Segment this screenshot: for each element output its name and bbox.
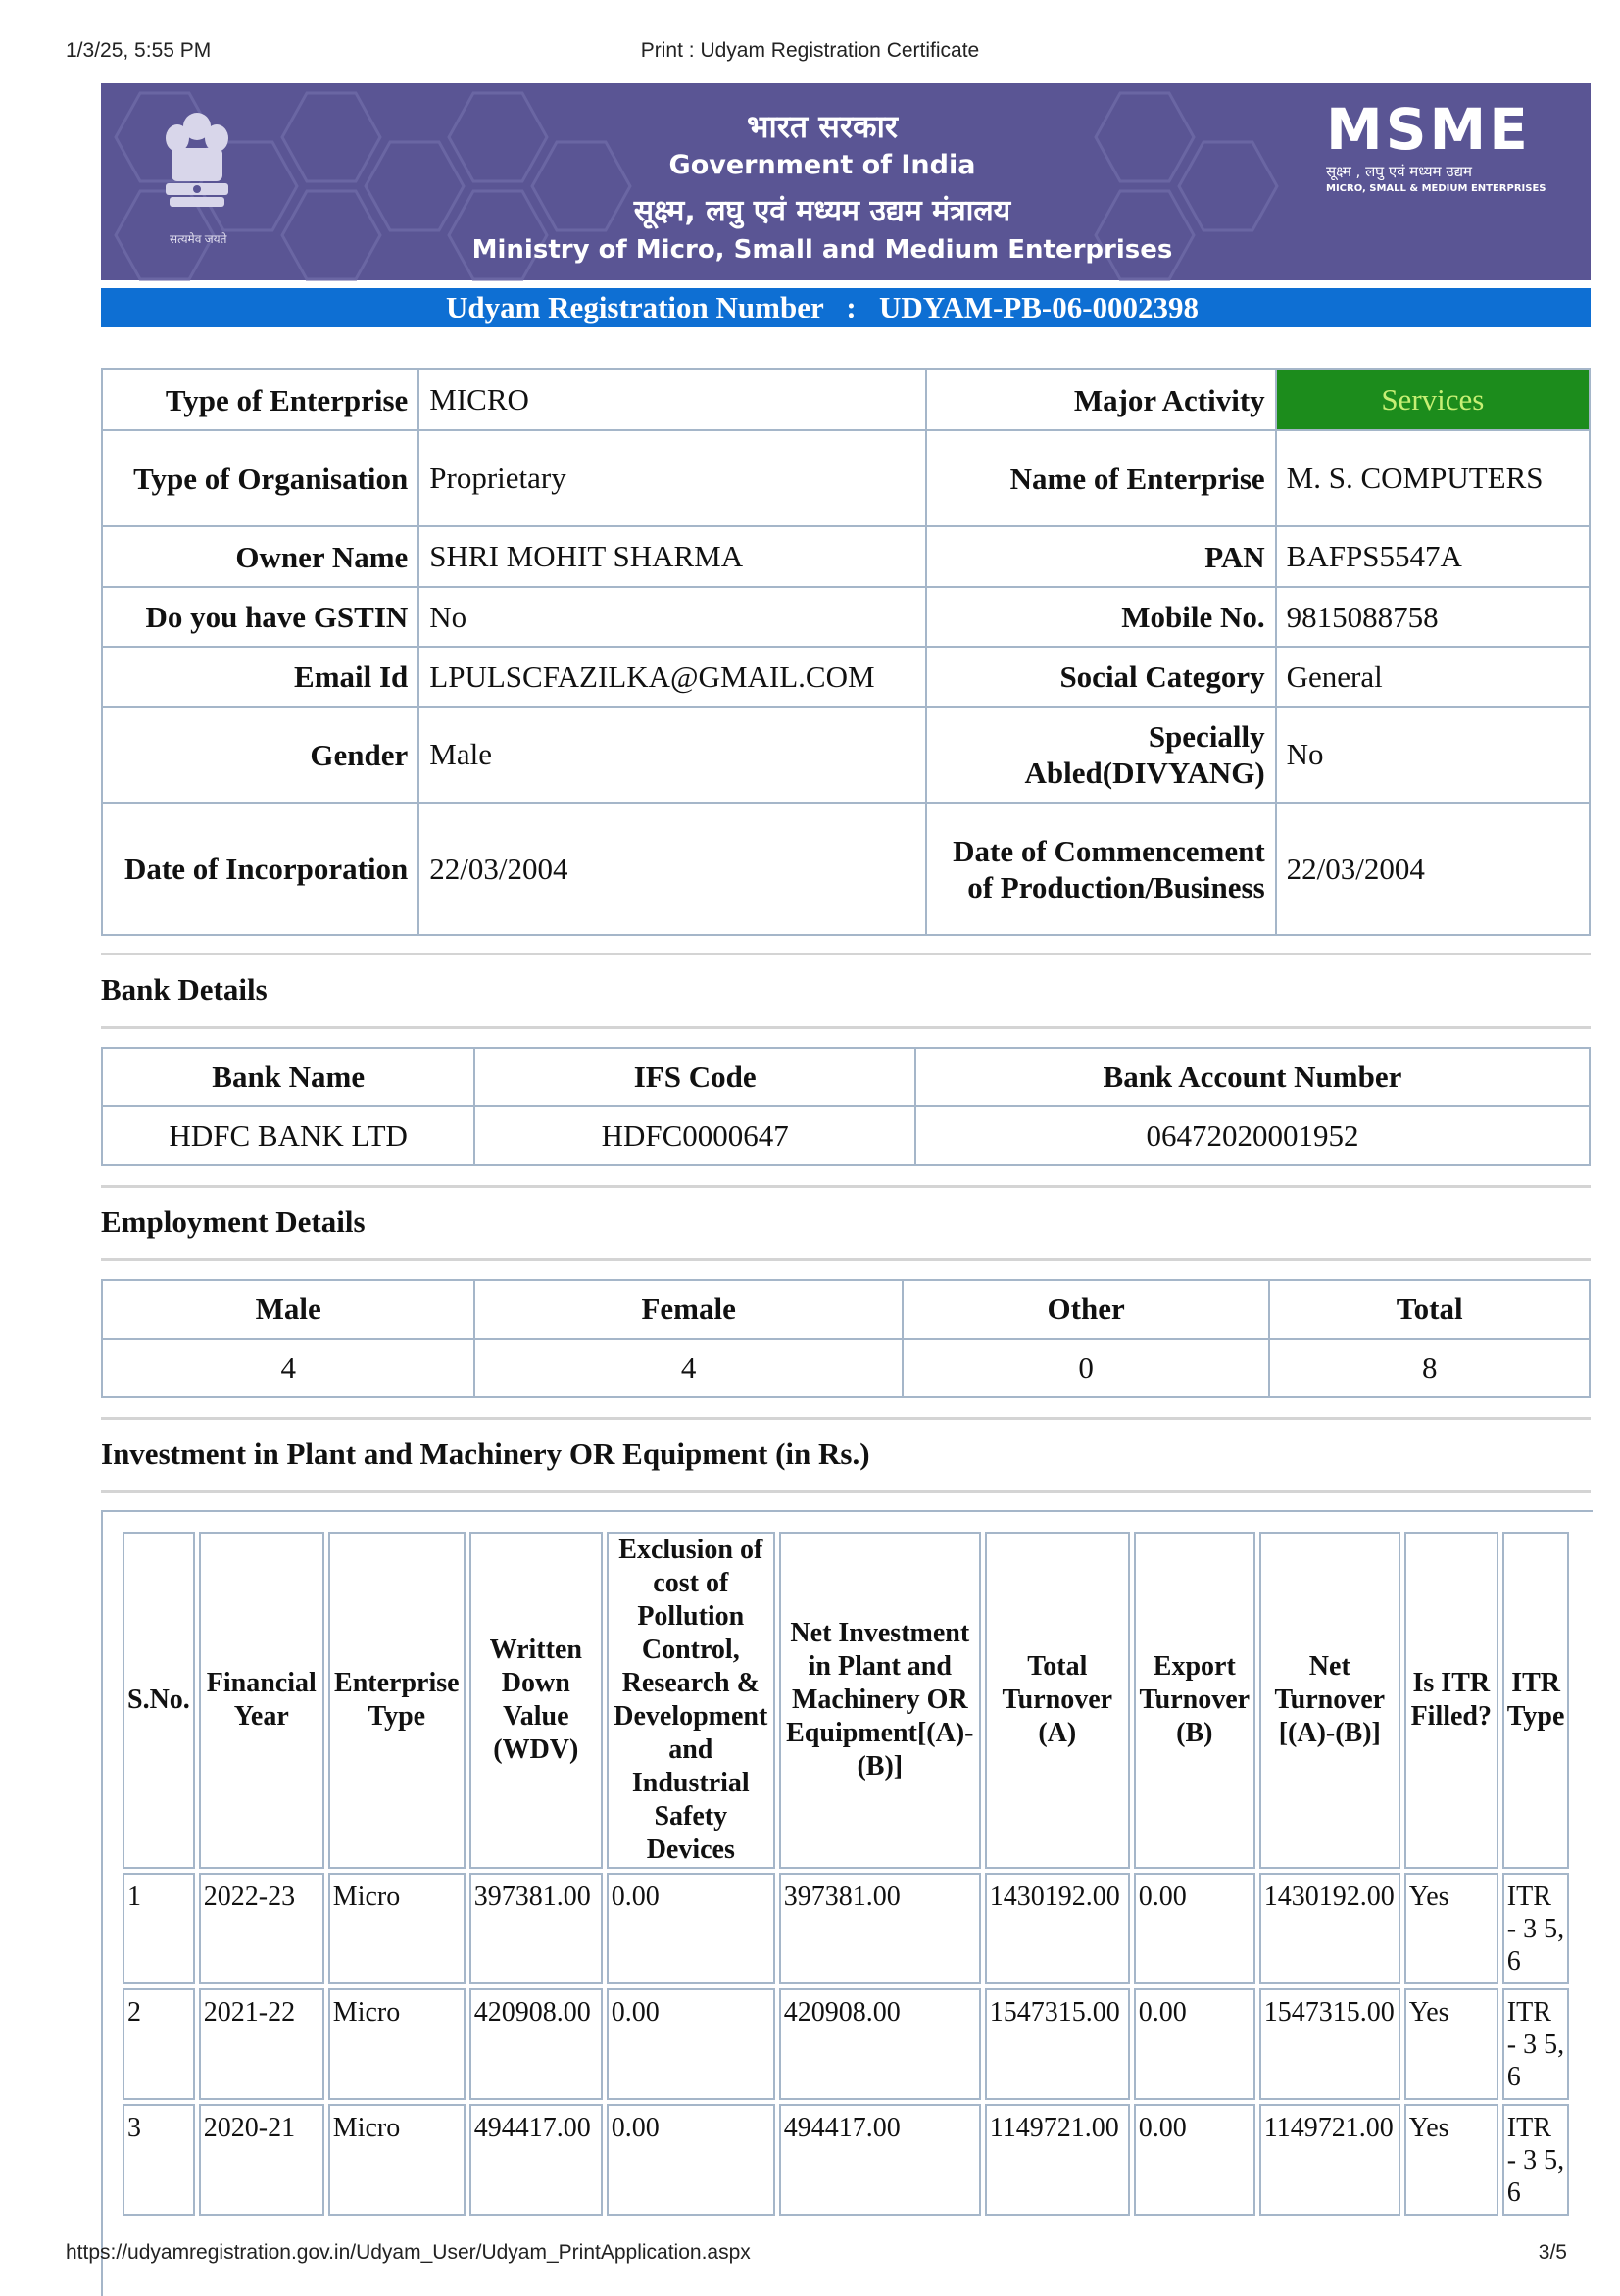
- net-investment-cell: 420908.00: [779, 1988, 981, 2100]
- type-of-organisation-value: Proprietary: [418, 430, 926, 526]
- itr-filled-cell: Yes: [1404, 2104, 1498, 2216]
- sno-cell: 3: [123, 2104, 195, 2216]
- employment-details-table: [101, 1279, 1591, 1398]
- wdv-cell: 494417.00: [469, 2104, 603, 2216]
- export-turnover-cell: 0.00: [1134, 1873, 1255, 1984]
- email-value: LPULSCFAZILKA@GMAIL.COM: [418, 647, 926, 707]
- financial-year-cell: 2021-22: [199, 1988, 324, 2100]
- male-count: 4: [102, 1339, 474, 1397]
- bank-details-heading: Bank Details: [101, 972, 268, 1006]
- investment-table-frame: [101, 1510, 1593, 2296]
- banner-hindi-title: भारत सरकार: [747, 108, 898, 145]
- female-header: Female: [474, 1280, 902, 1339]
- total-header: Total: [1269, 1280, 1590, 1339]
- investment-header-row: [123, 1532, 1569, 1869]
- itr-type-cell: ITR - 3 5, 6: [1502, 1988, 1570, 2100]
- print-datetime: 1/3/25, 5:55 PM: [66, 39, 212, 62]
- export-turnover-cell: 0.00: [1134, 2104, 1255, 2216]
- registration-label: Udyam Registration Number: [445, 290, 824, 324]
- government-banner: [101, 83, 1591, 280]
- net-turnover-cell: 1149721.00: [1259, 2104, 1400, 2216]
- pan-label: PAN: [926, 526, 1276, 587]
- mobile-label: Mobile No.: [926, 587, 1276, 647]
- exclusion-cost-cell: 0.00: [607, 2104, 775, 2216]
- total-turnover-cell: 1430192.00: [985, 1873, 1130, 1984]
- financial-year-cell: 2022-23: [199, 1873, 324, 1984]
- date-of-incorporation-value: 22/03/2004: [418, 803, 926, 935]
- section-divider: [101, 1490, 1591, 1493]
- exclusion-cost-cell: 0.00: [607, 1873, 775, 1984]
- print-title: Print : Udyam Registration Certificate: [640, 39, 980, 62]
- itr-filled-header: Is ITR Filled?: [1404, 1532, 1498, 1869]
- bank-name-header: Bank Name: [102, 1048, 474, 1106]
- social-category-label: Social Category: [926, 647, 1276, 707]
- net-investment-cell: 494417.00: [779, 2104, 981, 2216]
- details-row: [102, 707, 1590, 803]
- table-row: [123, 1988, 1569, 2100]
- date-of-incorporation-label: Date of Incorporation: [102, 803, 418, 935]
- gstin-label: Do you have GSTIN: [102, 587, 418, 647]
- net-turnover-header: Net Turnover [(A)-(B)]: [1259, 1532, 1400, 1869]
- gender-value: Male: [418, 707, 926, 803]
- details-row: [102, 803, 1590, 935]
- other-count: 0: [903, 1339, 1270, 1397]
- enterprise-type-cell: Micro: [328, 2104, 466, 2216]
- specially-abled-value: No: [1276, 707, 1590, 803]
- enterprise-type-cell: Micro: [328, 1873, 466, 1984]
- social-category-value: General: [1276, 647, 1590, 707]
- gender-label: Gender: [102, 707, 418, 803]
- itr-filled-cell: Yes: [1404, 1988, 1498, 2100]
- ifs-code-header: IFS Code: [474, 1048, 914, 1106]
- ifs-code-value: HDFC0000647: [474, 1106, 914, 1165]
- bank-details-table: [101, 1047, 1591, 1166]
- exclusion-cost-cell: 0.00: [607, 1988, 775, 2100]
- date-of-commencement-label: Date of Commencement of Production/Business: [926, 803, 1276, 935]
- financial-year-cell: 2020-21: [199, 2104, 324, 2216]
- date-of-commencement-value: 22/03/2004: [1276, 803, 1590, 935]
- section-divider: [101, 953, 1591, 955]
- enterprise-type-cell: Micro: [328, 1988, 466, 2100]
- export-turnover-cell: 0.00: [1134, 1988, 1255, 2100]
- emblem-caption: सत्यमेव जयते: [170, 232, 227, 246]
- print-url[interactable]: https://udyamregistration.gov.in/Udyam_User/Udyam_PrintApplication.aspx: [66, 2241, 751, 2264]
- registration-number: UDYAM-PB-06-0002398: [878, 290, 1200, 324]
- major-activity-label: Major Activity: [926, 369, 1276, 430]
- itr-type-header: ITR Type: [1502, 1532, 1570, 1869]
- table-row: [123, 2104, 1569, 2216]
- net-turnover-cell: 1430192.00: [1259, 1873, 1400, 1984]
- net-turnover-cell: 1547315.00: [1259, 1988, 1400, 2100]
- msme-logo: [1326, 96, 1561, 194]
- details-row: [102, 526, 1590, 587]
- msme-logo-english: MICRO, SMALL & MEDIUM ENTERPRISES: [1326, 183, 1546, 194]
- wdv-header: Written Down Value (WDV): [469, 1532, 603, 1869]
- enterprise-details-table: [101, 368, 1591, 936]
- pan-value: BAFPS5547A: [1276, 526, 1590, 587]
- account-number-header: Bank Account Number: [915, 1048, 1590, 1106]
- major-activity-value: Services: [1276, 369, 1590, 430]
- section-divider: [101, 1258, 1591, 1261]
- investment-table: [119, 1528, 1573, 2220]
- email-label: Email Id: [102, 647, 418, 707]
- owner-name-label: Owner Name: [102, 526, 418, 587]
- name-of-enterprise-value: M. S. COMPUTERS: [1276, 430, 1590, 526]
- itr-type-cell: ITR - 3 5, 6: [1502, 2104, 1570, 2216]
- details-row: [102, 430, 1590, 526]
- financial-year-header: Financial Year: [199, 1532, 324, 1869]
- type-of-enterprise-label: Type of Enterprise: [102, 369, 418, 430]
- investment-heading: Investment in Plant and Machinery OR Equipment (in Rs.): [101, 1437, 870, 1471]
- total-turnover-cell: 1149721.00: [985, 2104, 1130, 2216]
- mobile-value: 9815088758: [1276, 587, 1590, 647]
- female-count: 4: [474, 1339, 902, 1397]
- msme-logo-hindi: सूक्ष्म , लघु एवं मध्यम उद्यम: [1326, 163, 1472, 180]
- sno-header: S.No.: [123, 1532, 195, 1869]
- enterprise-type-header: Enterprise Type: [328, 1532, 466, 1869]
- section-divider: [101, 1185, 1591, 1188]
- banner-ministry-english: Ministry of Micro, Small and Medium Enterprises: [471, 235, 1173, 265]
- net-investment-cell: 397381.00: [779, 1873, 981, 1984]
- male-header: Male: [102, 1280, 474, 1339]
- account-number-value: 06472020001952: [915, 1106, 1590, 1165]
- details-row: [102, 369, 1590, 430]
- details-row: [102, 587, 1590, 647]
- msme-logo-word: MSME: [1326, 96, 1531, 163]
- registration-separator: :: [846, 290, 857, 324]
- certificate-page: [101, 83, 1565, 2229]
- registration-number-bar: [101, 288, 1591, 327]
- page-number: 3/5: [1538, 2241, 1567, 2264]
- type-of-enterprise-value: MICRO: [418, 369, 926, 430]
- bank-name-value: HDFC BANK LTD: [102, 1106, 474, 1165]
- employment-details-heading: Employment Details: [101, 1204, 366, 1239]
- total-count: 8: [1269, 1339, 1590, 1397]
- export-turnover-header: Export Turnover (B): [1134, 1532, 1255, 1869]
- bank-data-row: [102, 1106, 1590, 1165]
- employment-header-row: [102, 1280, 1590, 1339]
- exclusion-cost-header: Exclusion of cost of Pollution Control, Research & Development and Industrial Safety Devices: [607, 1532, 775, 1869]
- type-of-organisation-label: Type of Organisation: [102, 430, 418, 526]
- sno-cell: 1: [123, 1873, 195, 1984]
- banner-ministry-hindi: सूक्ष्म, लघु एवं मध्यम उद्यम मंत्रालय: [633, 194, 1011, 228]
- section-divider: [101, 1417, 1591, 1420]
- section-divider: [101, 1026, 1591, 1029]
- details-row: [102, 647, 1590, 707]
- banner-english-title: Government of India: [668, 150, 976, 180]
- total-turnover-cell: 1547315.00: [985, 1988, 1130, 2100]
- bank-header-row: [102, 1048, 1590, 1106]
- owner-name-value: SHRI MOHIT SHARMA: [418, 526, 926, 587]
- name-of-enterprise-label: Name of Enterprise: [926, 430, 1276, 526]
- sno-cell: 2: [123, 1988, 195, 2100]
- net-investment-header: Net Investment in Plant and Machinery OR Equipment[(A)-(B)]: [779, 1532, 981, 1869]
- specially-abled-label: Specially Abled(DIVYANG): [926, 707, 1276, 803]
- table-row: [123, 1873, 1569, 1984]
- itr-filled-cell: Yes: [1404, 1873, 1498, 1984]
- employment-data-row: [102, 1339, 1590, 1397]
- itr-type-cell: ITR - 3 5, 6: [1502, 1873, 1570, 1984]
- total-turnover-header: Total Turnover (A): [985, 1532, 1130, 1869]
- gstin-value: No: [418, 587, 926, 647]
- wdv-cell: 397381.00: [469, 1873, 603, 1984]
- wdv-cell: 420908.00: [469, 1988, 603, 2100]
- other-header: Other: [903, 1280, 1270, 1339]
